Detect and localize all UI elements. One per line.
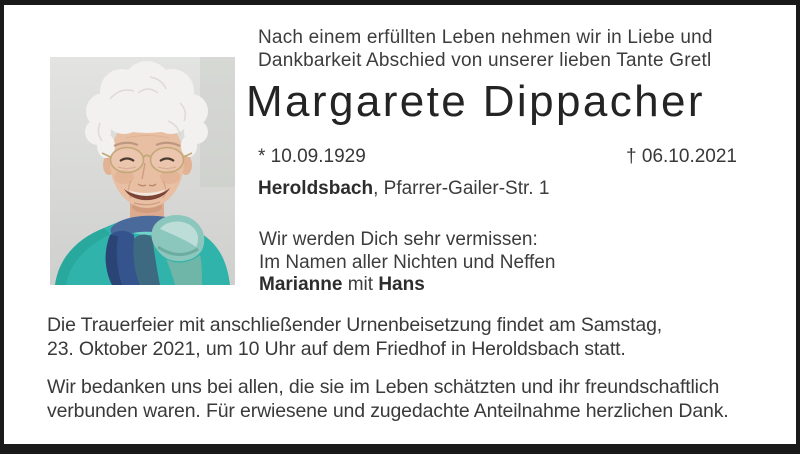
funeral-info	[47, 314, 662, 361]
mourners-line	[259, 274, 555, 297]
mourner-name-1: Marianne	[259, 274, 343, 295]
mourners-connector: mit	[342, 274, 379, 295]
portrait-photo	[50, 57, 235, 285]
thanks-line-2: verbunden waren. Für erwiesene und zugedachte Anteilnahme herzlichen Dank.	[47, 399, 729, 422]
deceased-name: Margarete Dippacher	[246, 77, 705, 126]
death-date: † 06.10.2021	[626, 146, 737, 167]
intro-line-2: Dankbarkeit Abschied von unserer lieben Tante Gretl	[258, 50, 712, 71]
mourner-name-2: Hans	[378, 274, 425, 295]
address-line	[258, 178, 549, 200]
farewell-line-1: Wir werden Dich sehr vermissen:	[259, 229, 538, 250]
farewell-text	[259, 229, 555, 297]
thanks-text	[47, 376, 729, 423]
funeral-line-2: 23. Oktober 2021, um 10 Uhr auf dem Friedhof in Heroldsbach statt.	[47, 337, 626, 360]
farewell-line-2: Im Namen aller Nichten und Neffen	[259, 251, 556, 273]
life-dates	[258, 146, 737, 168]
address-city: Heroldsbach	[258, 178, 374, 199]
intro-line-1: Nach einem erfüllten Leben nehmen wir in Liebe und	[258, 27, 713, 48]
funeral-line-1: Die Trauerfeier mit anschließender Urnenbeisetzung findet am Samstag,	[47, 314, 663, 336]
thanks-line-1: Wir bedanken uns bei allen, die sie im Leben schätzten und ihr freundschaftlich	[47, 376, 720, 398]
intro-text	[258, 26, 713, 72]
address-street: , Pfarrer-Gailer-Str. 1	[373, 178, 550, 199]
birth-date: * 10.09.1929	[258, 146, 366, 167]
